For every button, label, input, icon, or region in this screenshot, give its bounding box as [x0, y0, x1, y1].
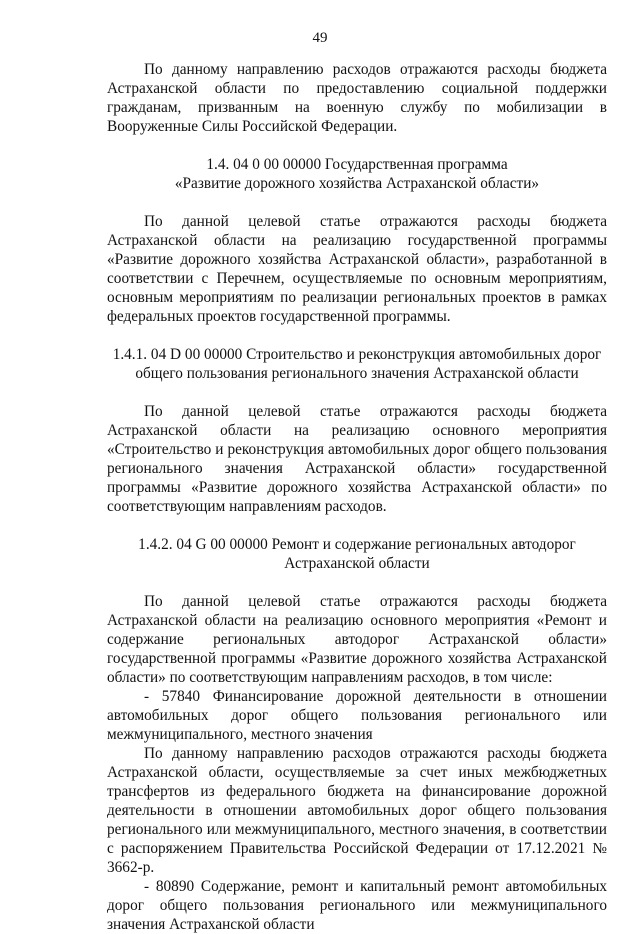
- spacer: [107, 383, 607, 402]
- spacer: [107, 136, 607, 155]
- list-item-80890: - 80890 Содержание, ремонт и капитальный ремонт автомобильных дорог общего пользования регионального или межмуниципального значения Астраханской области: [107, 878, 607, 933]
- spacer: [107, 516, 607, 535]
- heading-line: общего пользования регионального значения Астраханской области: [135, 365, 579, 382]
- page-content: [107, 60, 607, 934]
- page-number: 49: [312, 30, 328, 46]
- spacer: [107, 573, 607, 592]
- paragraph-mobilization-support: По данному направлению расходов отражаются расходы бюджета Астраханской области по предоставлению социальной поддержки гражданам, призванным на военную службу по мобилизации в Вооруженные Силы Российской Федерации.: [107, 61, 607, 135]
- paragraph-program-description: По данной целевой статье отражаются расходы бюджета Астраханской области на реализацию государственной программы «Развитие дорожного хозяйства Астраханской области», разработанной в соответствии с Перечнем, осуществляемые по основным мероприятиям, основным мероприятиям по реализации региональных проектов в рамках федеральных проектов государственной программы.: [107, 213, 607, 325]
- section-heading-1-4-2: [107, 535, 607, 573]
- spacer: [107, 326, 607, 345]
- spacer: [107, 193, 607, 212]
- heading-line: 1.4.2. 04 G 00 00000 Ремонт и содержание региональных автодорог: [138, 536, 576, 553]
- section-heading-1-4-1: [107, 345, 607, 383]
- paragraph-construction-description: По данной целевой статье отражаются расходы бюджета Астраханской области на реализацию основного мероприятия «Строительство и реконструкция автомобильных дорог общего пользования регионального значения Астраханской области» государственной программы «Развитие дорожного хозяйства Астраханской области» по соответствующим направлениям расходов.: [107, 403, 607, 515]
- list-item-57840: - 57840 Финансирование дорожной деятельности в отношении автомобильных дорог общего пользования регионального или межмуниципального, местного значения: [107, 688, 607, 743]
- heading-line: 1.4. 04 0 00 00000 Государственная программа: [206, 156, 508, 173]
- heading-line: 1.4.1. 04 D 00 00000 Строительство и реконструкция автомобильных дорог: [112, 346, 602, 363]
- section-heading-1-4: [107, 155, 607, 193]
- heading-line: Астраханской области: [284, 555, 430, 572]
- heading-line: «Развитие дорожного хозяйства Астраханской области»: [174, 175, 540, 192]
- paragraph-repair-description: По данной целевой статье отражаются расходы бюджета Астраханской области на реализацию основного мероприятия «Ремонт и содержание региональных автодорог Астраханской области» государственной программы «Развитие дорожного хозяйства Астраханской области» по соответствующим направлениям расходов, в том числе:: [107, 593, 607, 686]
- paragraph-federal-transfers: По данному направлению расходов отражаются расходы бюджета Астраханской области, осуществляемые за счет иных межбюджетных трансфертов из федерального бюджета на финансирование дорожной деятельности в отношении автомобильных дорог общего пользования регионального или межмуниципального, местного значения, в соответствии с распоряжением Правительства Российской Федерации от 17.12.2021 № 3662-р.: [107, 745, 607, 876]
